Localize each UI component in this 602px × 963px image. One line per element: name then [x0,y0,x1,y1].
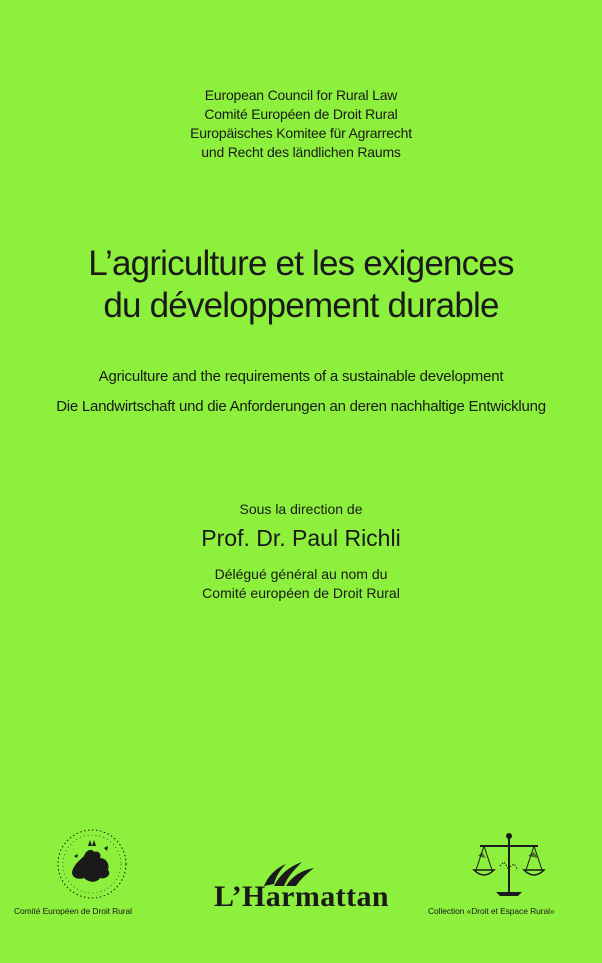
subtitle-german: Die Landwirtschaft und die Anforderungen an deren nachhaltige Entwicklung [56,398,546,415]
editor-role-line-2: Comité européen de Droit Rural [202,585,400,601]
book-title [0,243,602,327]
book-title-line-1: L’agriculture et les exigences [88,244,514,283]
editor-name: Prof. Dr. Paul Richli [201,525,401,551]
editor-role [0,565,602,603]
publisher-name: L’Harmattan [214,880,389,913]
council-name-de-1: Europäisches Komitee für Agrarrecht [190,125,412,141]
scales-of-justice-icon [468,826,550,902]
europe-map-emblem-icon [54,826,130,902]
left-logo-caption: Comité Européen de Droit Rural [14,906,132,916]
council-name-fr: Comité Européen de Droit Rural [204,106,398,122]
direction-label: Sous la direction de [239,501,363,517]
council-name-en: European Council for Rural Law [204,87,398,103]
book-title-line-2: du développement durable [103,286,499,325]
publisher-logo [214,858,394,918]
council-name-de-2: und Recht des ländlichen Raums [201,144,401,160]
editor-role-line-1: Délégué général au nom du [214,566,388,582]
subtitle-english: Agriculture and the requirements of a sustainable development [98,368,504,385]
council-names [0,86,602,162]
right-logo-caption: Collection «Droit et Espace Rural» [428,906,555,916]
